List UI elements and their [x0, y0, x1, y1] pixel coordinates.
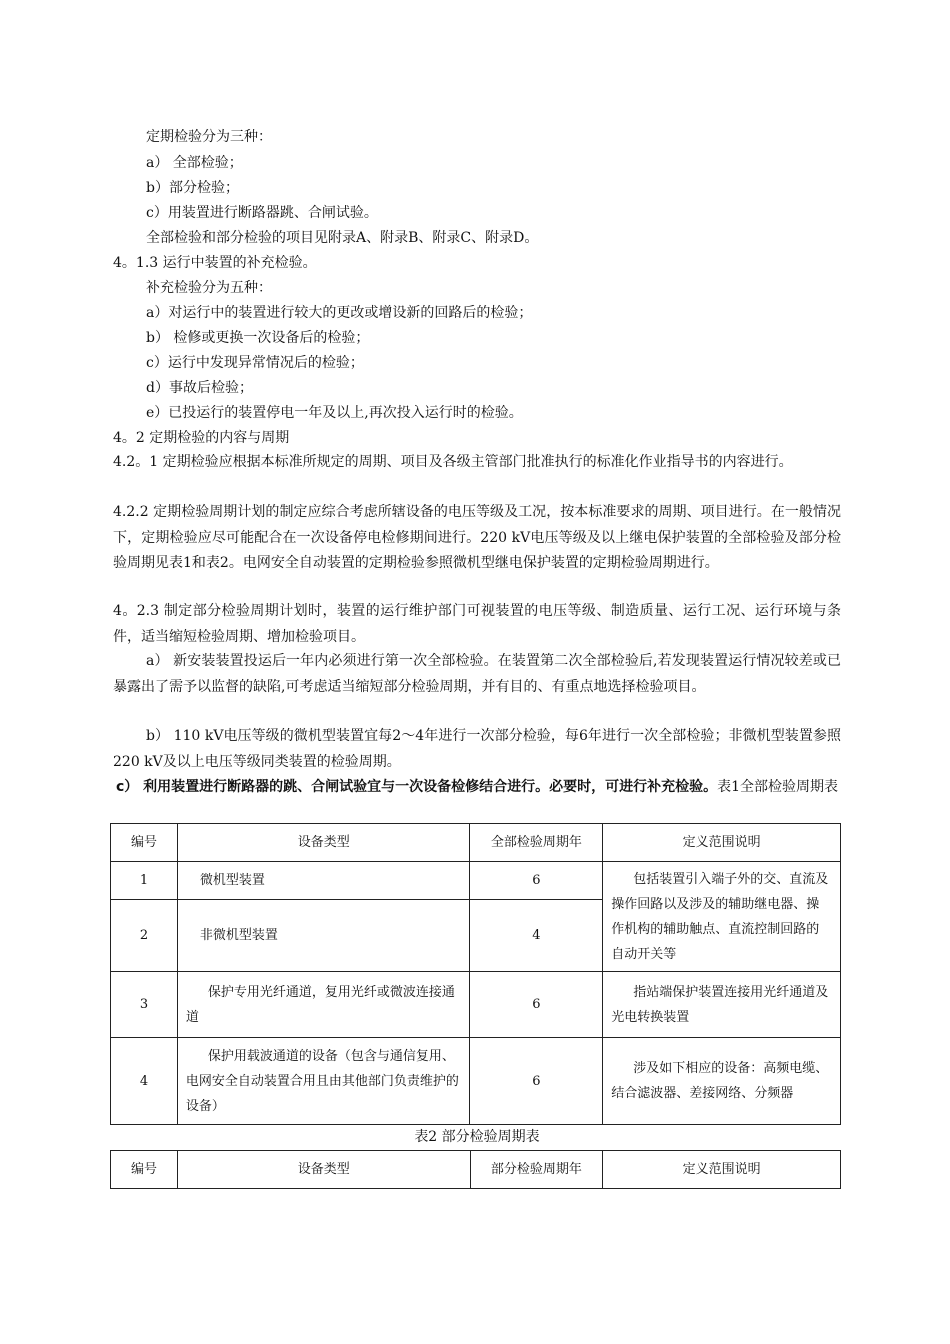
text-line: 定期检验分为三种：: [146, 129, 272, 145]
table-header-row: [111, 824, 841, 862]
header-cell: 设备类型: [177, 824, 470, 862]
table-row: [111, 972, 841, 1038]
text-line: 全部检验和部分检验的项目见附录A、附录B、附录C、附录D。: [146, 230, 539, 246]
header-cell: 定义范围说明: [603, 1151, 841, 1189]
table-header-row: [111, 1151, 841, 1189]
text-line: b） 检修或更换一次设备后的检验；: [146, 330, 370, 346]
cell-period: 6: [470, 1038, 603, 1125]
header-cell: 设备类型: [177, 1151, 470, 1189]
cell-type: 保护专用光纤通道，复用光纤或微波连接通道: [177, 972, 470, 1038]
paragraph: a） 新安装装置投运后一年内必须进行第一次全部检验。在装置第二次全部检验后,若发现装置运行情况较差或已暴露出了需予以监督的缺陷,可考虑适当缩短部分检验周期，并有目的、有重点地选择检验项目。: [113, 653, 841, 695]
text-line: c）用装置进行断路器跳、合闸试验。: [146, 205, 378, 221]
cell-type: 保护用载波通道的设备（包含与通信复用、电网安全自动装置合用且由其他部门负责维护的设备）: [177, 1038, 470, 1125]
text-line: d）事故后检验；: [146, 380, 253, 396]
header-cell: 定义范围说明: [603, 824, 841, 862]
paragraph: b） 110 kV电压等级的微机型装置宜每2～4年进行一次部分检验，每6年进行一次全部检验；非微机型装置参照220 kV及以上电压等级同类装置的检验周期。: [113, 728, 841, 770]
paragraph: 4.2.2 定期检验周期计划的制定应综合考虑所辖设备的电压等级及工况，按本标准要求的周期、项目进行。在一般情况下，定期检验应尽可能配合在一次设备停电检修期间进行。220 kV电压等级及以上继电保护装置的全部检验及部分检验周期见表1和表2。电网安全自动装置的定期检验参照微机型继电保护装置的定期检验周期进行。: [113, 504, 841, 571]
text-line: e）已投运行的装置停电一年及以上,再次投入运行时的检验。: [146, 405, 523, 421]
text-line: a） 全部检验；: [146, 155, 243, 171]
section-heading: 4。2 定期检验的内容与周期: [113, 430, 290, 446]
cell-desc: 指站端保护装置连接用光纤通道及光电转换装置: [603, 972, 841, 1038]
header-cell: 编号: [111, 824, 178, 862]
cell-type: 非微机型装置: [177, 900, 470, 972]
cell-no: 3: [111, 972, 178, 1038]
cell-no: 2: [111, 900, 178, 972]
bold-paragraph-text: c） 利用装置进行断路器的跳、合闸试验宜与一次设备检修结合进行。必要时，可进行补充检验。: [115, 779, 718, 795]
cell-type: 微机型装置: [177, 862, 470, 900]
cell-no: 1: [111, 862, 178, 900]
table-row: [111, 862, 841, 900]
table1-caption: 表1全部检验周期表: [717, 779, 839, 795]
text-line: a）对运行中的装置进行较大的更改或增设新的回路后的检验；: [146, 305, 533, 321]
cell-period: 4: [470, 900, 603, 972]
text-line: c）运行中发现异常情况后的检验；: [146, 355, 364, 371]
text-line: 补充检验分为五种：: [146, 280, 272, 296]
table2: [110, 1150, 841, 1189]
text-line: b）部分检验；: [146, 180, 239, 196]
paragraph: 4。2.3 制定部分检验周期计划时，装置的运行维护部门可视装置的电压等级、制造质量、运行工况、运行环境与条件，适当缩短检验周期、增加检验项目。: [113, 603, 841, 645]
paragraph: 4.2。1 定期检验应根据本标准所规定的周期、项目及各级主管部门批准执行的标准化作业指导书的内容进行。: [113, 454, 793, 470]
header-cell: 编号: [111, 1151, 178, 1189]
header-cell: 全部检验周期年: [470, 824, 603, 862]
cell-period: 6: [470, 972, 603, 1038]
cell-period: 6: [470, 862, 603, 900]
bold-paragraph: [113, 775, 841, 800]
header-cell: 部分检验周期年: [470, 1151, 603, 1189]
cell-desc: 涉及如下相应的设备：高频电缆、结合滤波器、差接网络、分频器: [603, 1038, 841, 1125]
section-heading: 4。1.3 运行中装置的补充检验。: [113, 255, 317, 271]
table-row: [111, 1038, 841, 1125]
cell-desc: 包括装置引入端子外的交、直流及操作回路以及涉及的辅助继电器、操作机构的辅助触点、直流控制回路的自动开关等: [603, 862, 841, 972]
table2-caption: 表2 部分检验周期表: [414, 1129, 540, 1145]
cell-no: 4: [111, 1038, 178, 1125]
table1: [110, 823, 841, 1125]
